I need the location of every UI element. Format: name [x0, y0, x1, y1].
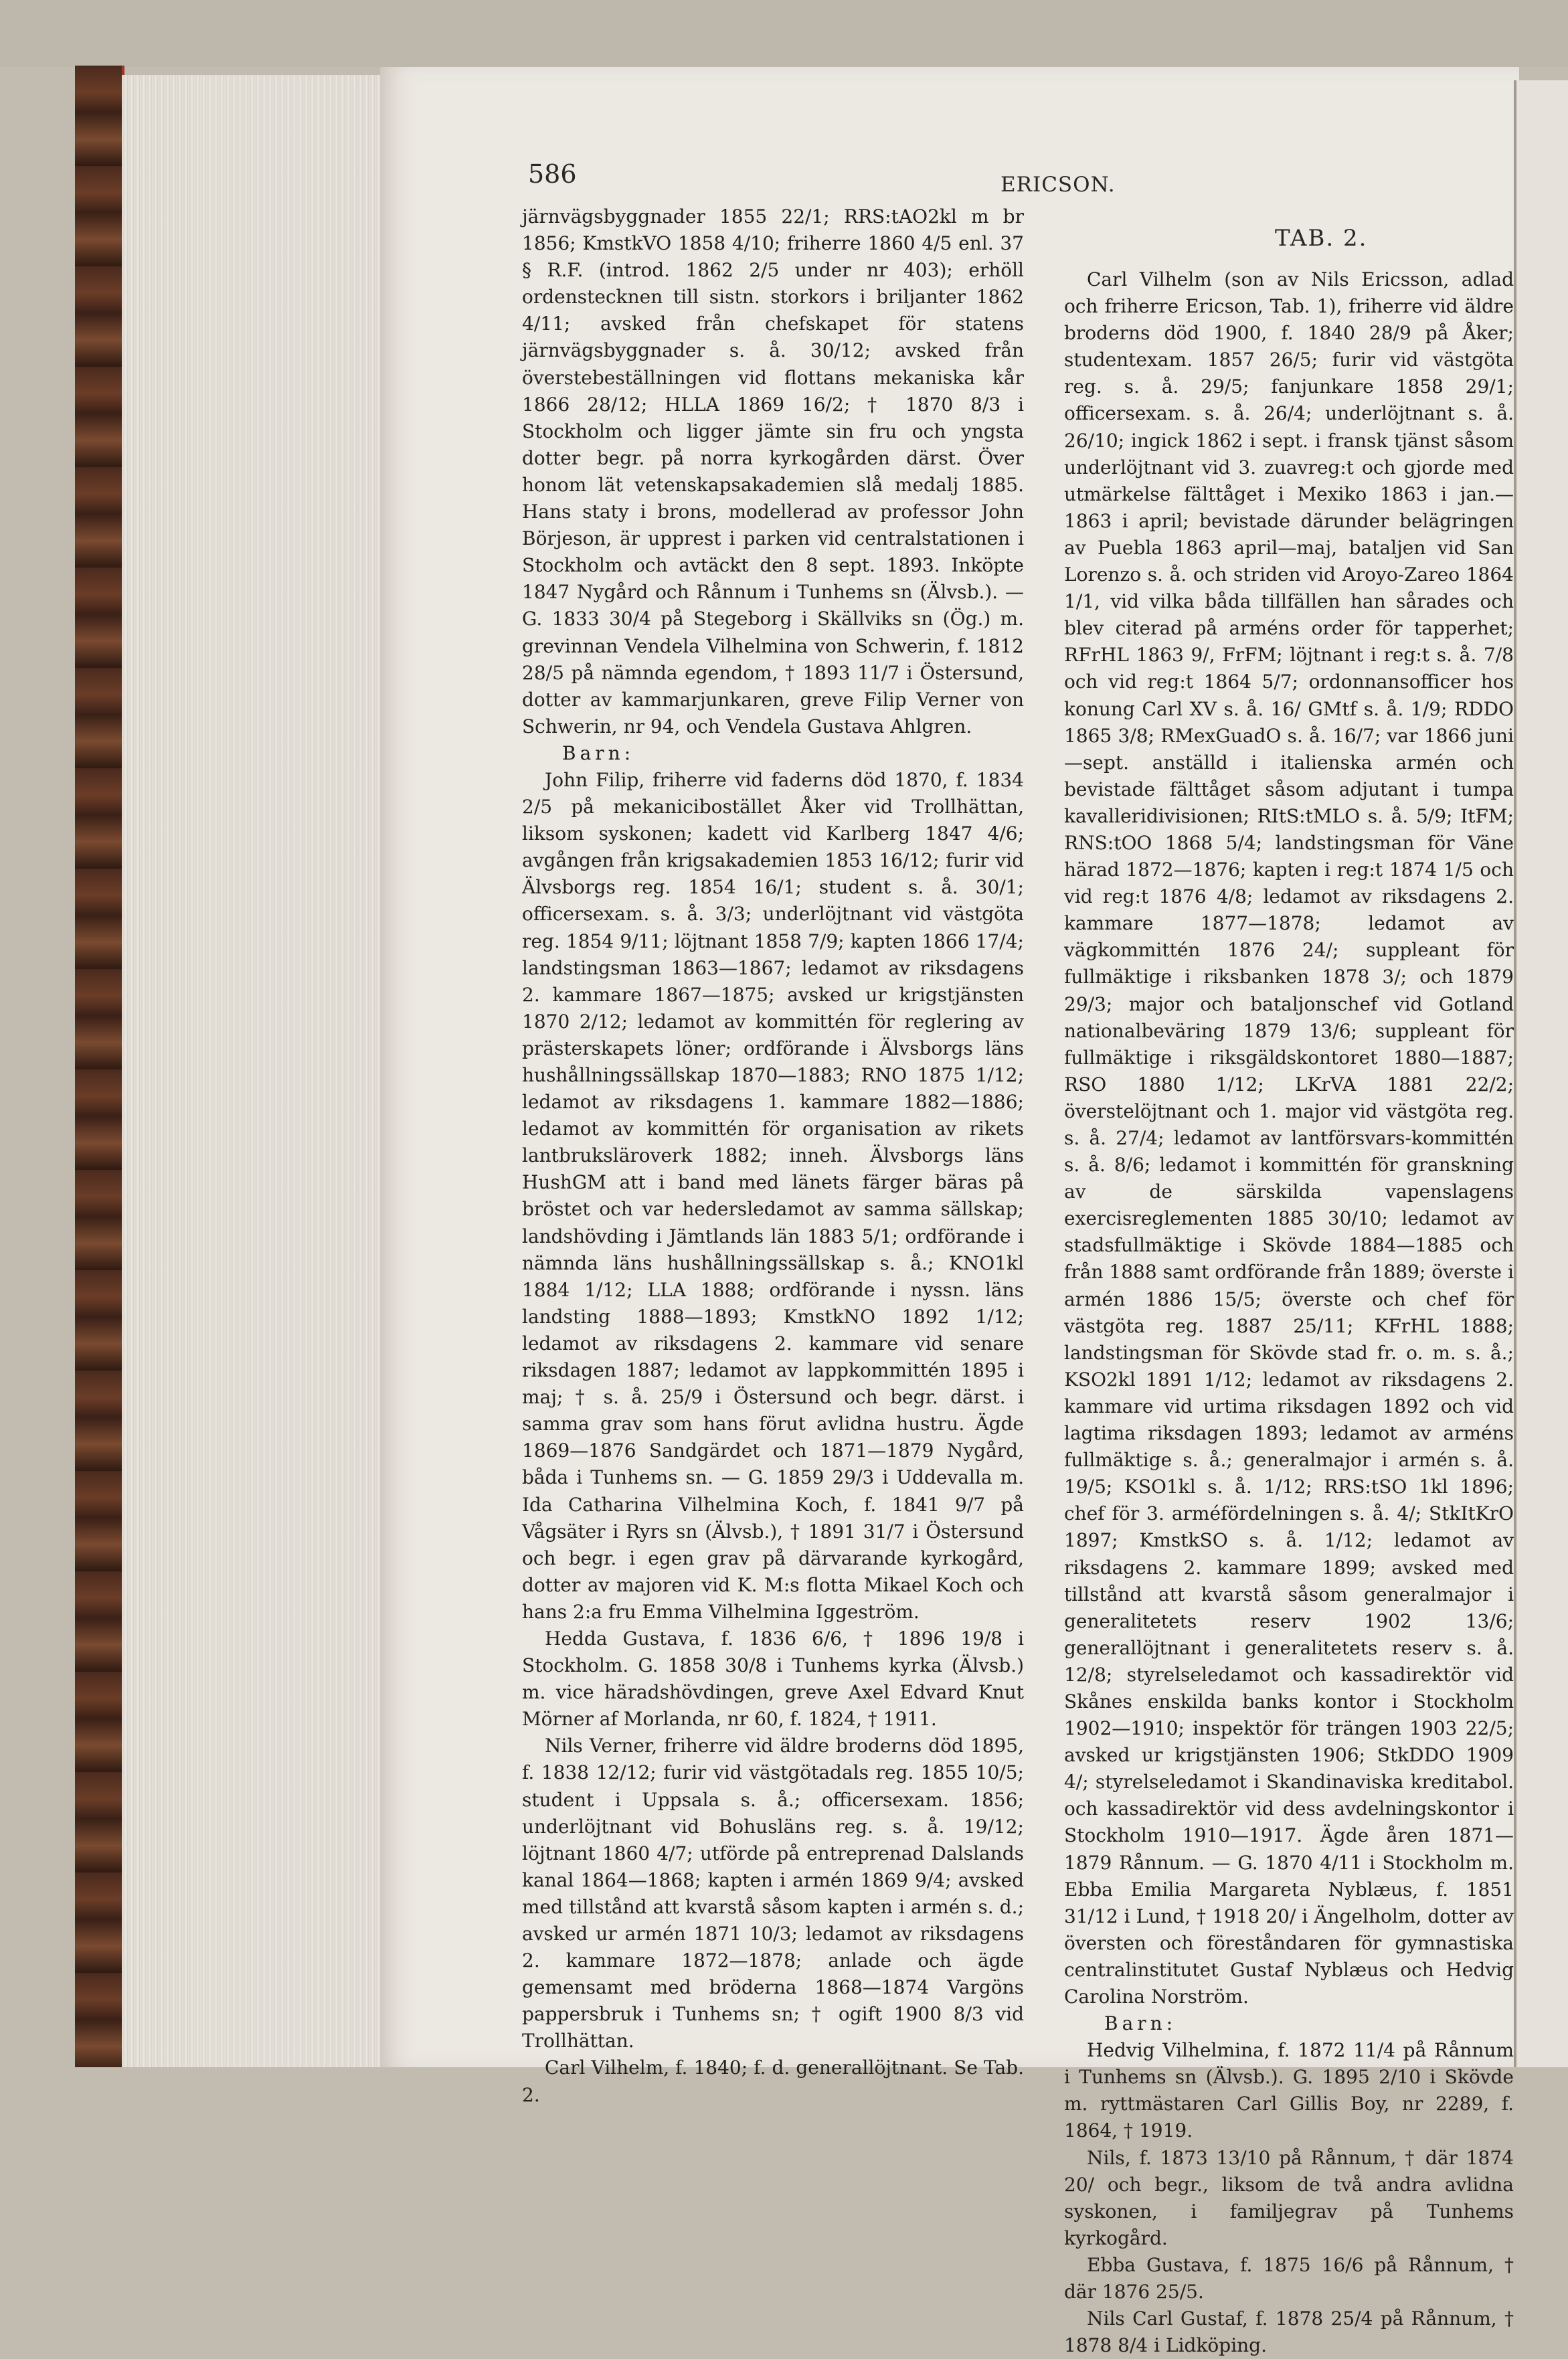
entry-carl-vilhelm-ref: Carl Vilhelm, f. 1840; f. d. generallöjtnant. Se Tab. 2. [522, 2057, 1024, 2106]
entry-hedda-gustava: Hedda Gustava, f. 1836 6/6, † 1896 19/8 i Stockholm. G. 1858 30/8 i Tunhems kyrka (Älvsb.) m. vice häradshövdingen, greve Axel Edvard Knut Mörner af Morlanda, nr 60, f. 1824, † 1911. [522, 1627, 1024, 1731]
entry-john-filip: John Filip, friherre vid faderns död 1870, f. 1834 2/5 på mekanicibostället Åker vid Trollhättan, liksom syskonen; kadett vid Karlberg 1847 4/6; avgången från krigsakademien 1853 16/12; furir vid Älvsborgs reg. 1854 16/1; student s. å. 30/1; officersexam. s. å. 3/3; underlöjtnant vid västgöta reg. 1854 9/11; löjtnant 1858 7/9; kapten 1866 17/4; landstingsman 1863—1867; ledamot av riksdagens 2. kammare 1867—1875; avsked ur krigstjänsten 1870 2/12; ledamot av kommittén för reglering av prästerskapets löner; ordförande i Älvsborgs läns hushållningssällskap 1870—1883; RNO 1875 1/12; ledamot av riksdagens 1. kammare 1882—1886; ledamot av kommittén för organisation av rikets lantbruksläroverk 1882; inneh. Älvsborgs läns HushGM att i band med länets färger bäras på bröstet och var hedersledamot av samma sällskap; landshövding i Jämtlands län 1883 5/1; ordförande i nämnda läns hushållningssällskap s. å.; KNO1kl 1884 1/12; LLA 1888; ordförande i nyssn. läns landsting 1888—1893; KmstkNO 1892 1/12; ledamot av riksdagens 2. kammare vid senare riksdagen 1887; ledamot av lappkommittén 1895 i maj; † s. å. 25/9 i Östersund och begr. därst. i samma grav som hans förut avlidna hustru. Ägde 1869—1876 Sandgärdet och 1871—1879 Nygård, båda i Tunhems sn. — G. 1859 29/3 i Uddevalla m. Ida Catharina Vilhelmina Koch, f. 1841 9/7 på Vågsäter i Ryrs sn (Älvsb.), † 1891 31/7 i Östersund och begr. i egen grav på därvarande kyrkogård, dotter av majoren vid K. M:s flotta Mikael Koch och hans 2:a fru Emma Vilhelmina Iggeström. [522, 768, 1024, 1623]
entry-nils: Nils, f. 1873 13/10 på Rånnum, † där 1874 20/ och begr., liksom de två andra avlidna syskonen, i familjegrav på Tunhems kyrkogård. [1064, 2146, 1514, 2249]
entry-ebba-gustava: Ebba Gustava, f. 1875 16/6 på Rånnum, † där 1876 25/5. [1064, 2253, 1514, 2303]
page-number: 586 [528, 159, 577, 189]
book-binding [75, 66, 124, 2067]
page-edges [122, 75, 380, 2067]
entry-hedvig-vilhelmina: Hedvig Vilhelmina, f. 1872 11/4 på Rånnum i Tunhems sn (Älvsb.). G. 1895 2/10 i Skövde m. ryttmästaren Carl Gillis Boy, nr 2289, f. 1864, † 1919. [1064, 2039, 1514, 2142]
running-title: ERICSON. [1000, 173, 1116, 197]
paragraph-continuation: järnvägsbyggnader 1855 22/1; RRS:tAO2kl m br 1856; KmstkVO 1858 4/10; friherre 1860 4/5 enl. 37 § R.F. (introd. 1862 2/5 under nr 403); erhöll ordenstecknen till sistn. storkors i briljanter 1862 4/11; avsked från chefskapet för statens järnvägsbyggnader s. å. 30/12; avsked från överstebeställningen vid flottans mekaniska kår 1866 28/12; HLLA 1869 16/2; † 1870 8/3 i Stockholm och ligger jämte sin fru och yngsta dotter begr. på norra kyrkogården därst. Över honom lät vetenskapsakademien slå medalj 1885. Hans staty i brons, modellerad av professor John Börjeson, är upprest i parken vid centralstationen i Stockholm och avtäckt den 8 sept. 1893. Inköpte 1847 Nygård och Rånnum i Tunhems sn (Älvsb.). — G. 1833 30/4 på Stegeborg i Skällviks sn (Ög.) m. grevinnan Vendela Vilhelmina von Schwerin, f. 1812 28/5 på nämnda egendom, † 1893 11/7 i Östersund, dotter av kammarjunkaren, greve Filip Verner von Schwerin, nr 94, och Vendela Gustava Ahlgren. [522, 205, 1024, 737]
children-heading: Barn: [562, 741, 635, 764]
section-title: TAB. 2. [1275, 225, 1368, 252]
facing-page-edge [1514, 80, 1568, 2067]
left-column [522, 203, 1024, 2109]
children-heading-2: Barn: [1104, 2012, 1177, 2035]
right-column [1064, 266, 1514, 2359]
scan-background [0, 0, 1568, 67]
entry-nils-verner: Nils Verner, friherre vid äldre broderns död 1895, f. 1838 12/12; furir vid västgötadals reg. 1855 10/5; student i Uppsala s. å.; officersexam. 1856; underlöjtnant vid Bohusläns reg. s. å. 19/12; löjtnant 1860 4/7; utförde på entreprenad Dalslands kanal 1864—1868; kapten i armén 1869 9/4; avsked med tillstånd att kvarstå såsom kapten i armén s. d.; avsked ur armén 1871 10/3; ledamot av riksdagens 2. kammare 1872—1878; anlade och ägde gemensamt med bröderna 1868—1874 Vargöns pappersbruk i Tunhems sn; † ogift 1900 8/3 vid Trollhättan. [522, 1735, 1024, 2052]
entry-nils-carl-gustaf: Nils Carl Gustaf, f. 1878 25/4 på Rånnum, † 1878 8/4 i Lidköping. [1064, 2307, 1514, 2357]
entry-carl-vilhelm: Carl Vilhelm (son av Nils Ericsson, adlad och friherre Ericson, Tab. 1), friherre vid äldre broderns död 1900, f. 1840 28/9 på Åker; studentexam. 1857 26/5; furir vid västgöta reg. s. å. 29/5; fanjunkare 1858 29/1; officersexam. s. å. 26/4; underlöjtnant s. å. 26/10; ingick 1862 i sept. i fransk tjänst såsom underlöjtnant vid 3. zuavreg:t och gjorde med utmärkelse fälttåget i Mexiko 1863 i jan.—1863 i april; bevistade därunder belägringen av Puebla 1863 april—maj, bataljen vid San Lorenzo s. å. och striden vid Aroyo-Zareo 1864 1/1, vid vilka båda tillfällen han sårades och blev citerad på arméns order för tapperhet; RFrHL 1863 9/, FrFM; löjtnant i reg:t s. å. 7/8 och vid reg:t 1864 5/7; ordonnansofficer hos konung Carl XV s. å. 16/ GMtf s. å. 1/9; RDDO 1865 3/8; RMexGuadO s. å. 16/7; var 1866 juni—sept. anställd i italienska armén och bevistade fälttåget såsom adjutant i tumpa kavalleridivisionen; RItS:tMLO s. å. 5/9; ItFM; RNS:tOO 1868 5/4; landstingsman för Väne härad 1872—1876; kapten i reg:t 1874 1/5 och vid reg:t 1876 4/8; ledamot av riksdagens 2. kammare 1877—1878; ledamot av vägkommittén 1876 24/; suppleant för fullmäktige i riksbanken 1878 3/; och 1879 29/3; major och bataljonschef vid Gotland nationalbeväring 1879 13/6; suppleant för fullmäktige i riksgäldskontoret 1880—1887; RSO 1880 1/12; LKrVA 1881 22/2; överstelöjtnant och 1. major vid västgöta reg. s. å. 27/4; ledamot av lantförsvars-kommittén s. å. 8/6; ledamot i kommittén för granskning av de särskilda vapenslagens exercisreglementen 1885 30/10; ledamot av stadsfullmäktige i Skövde 1884—1885 och från 1888 samt ordförande från 1889; överste i armén 1886 15/5; överste och chef för västgöta reg. 1887 25/11; KFrHL 1888; landstingsman för Skövde stad fr. o. m. s. å.; KSO2kl 1891 1/12; ledamot av riksdagens 2. kammare vid urtima riksdagen 1892 och vid lagtima riksdagen 1893; ledamot av arméns fullmäktige s. å.; generalmajor i armén s. å. 19/5; KSO1kl s. å. 1/12; RRS:tSO 1kl 1896; chef för 3. arméfördelningen s. å. 4/; StkItKrO 1897; KmstkSO s. å. 1/12; ledamot av riksdagens 2. kammare 1899; avsked med tillstånd att kvarstå såsom generalmajor i generalitetets reserv 1902 13/6; generallöjtnant i generalitetets reserv s. å. 12/8; styrelseledamot och kassadirektör vid Skånes enskilda banks kontor i Stockholm 1902—1910; inspektör för trängen 1903 22/5; avsked ur krigstjänsten 1906; StkDDO 1909 4/; styrelseledamot i Skandinaviska kreditabol. och kassadirektör vid dess avdelningskontor i Stockholm 1910—1917. Ägde åren 1871—1879 Rånnum. — G. 1870 4/11 i Stockholm m. Ebba Emilia Margareta Nyblæus, f. 1851 31/12 i Lund, † 1918 20/ i Ängelholm, dotter av översten och föreståndaren för gymnastiska centralinstitutet Gustaf Nyblæus och Hedvig Carolina Norström. [1064, 268, 1514, 2008]
